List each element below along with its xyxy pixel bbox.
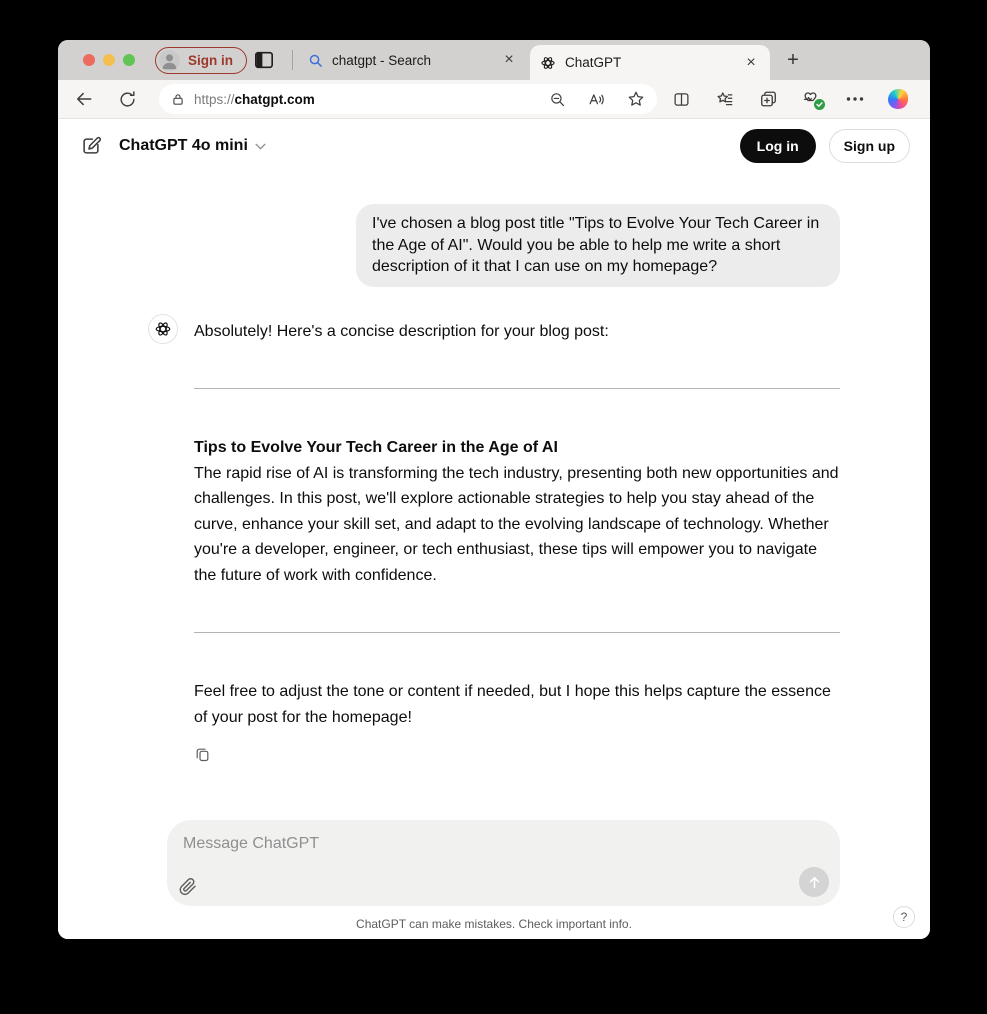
zoom-out-button[interactable] [549, 91, 566, 108]
user-avatar-icon [159, 50, 180, 71]
tab-chatgpt[interactable] [530, 45, 770, 80]
magnifier-minus-icon [549, 91, 566, 108]
collections-button[interactable] [759, 90, 778, 108]
arrow-up-icon [807, 875, 822, 890]
browser-window [58, 40, 930, 939]
split-screen-button[interactable] [672, 91, 691, 108]
send-button[interactable] [799, 867, 829, 897]
chatgpt-logo-icon [540, 55, 556, 71]
divider [194, 388, 840, 389]
traffic-zoom-button[interactable] [123, 54, 135, 66]
assistant-intro-text: Absolutely! Here's a concise description for your blog post: [194, 323, 609, 341]
tab-title: chatgpt - Search [332, 52, 432, 68]
refresh-button[interactable] [118, 90, 137, 109]
tab-actions-icon [254, 51, 274, 69]
address-bar[interactable] [159, 84, 657, 114]
ellipsis-icon [846, 96, 864, 102]
tab-close-button[interactable]: × [500, 51, 518, 69]
copy-button[interactable] [194, 746, 211, 763]
message-input[interactable] [183, 831, 824, 857]
chat-header [58, 119, 930, 173]
attach-button[interactable] [178, 877, 198, 897]
collections-add-icon [759, 90, 778, 108]
chat-thread [148, 204, 840, 768]
read-aloud-button[interactable] [587, 91, 606, 108]
tab-actions-menu-button[interactable] [254, 50, 276, 70]
openai-logo-icon [154, 320, 172, 338]
browser-signin-button[interactable] [155, 47, 247, 74]
blog-post-title: Tips to Evolve Your Tech Career in the Age of AI [194, 439, 558, 457]
favorite-star-button[interactable] [627, 90, 645, 108]
disclaimer-text: ChatGPT can make mistakes. Check important info. [356, 917, 632, 931]
assistant-avatar [148, 314, 178, 344]
assistant-closing-text: Feel free to adjust the tone or content if needed, but I hope this helps capture the essence of your post for the homepage! [194, 683, 831, 726]
search-icon [308, 53, 323, 68]
tab-separator [292, 50, 293, 70]
chatgpt-page [58, 119, 930, 939]
essentials-check-badge-icon [814, 99, 825, 110]
traffic-minimize-button[interactable] [103, 54, 115, 66]
more-options-button[interactable] [846, 96, 864, 102]
lock-icon [171, 92, 185, 107]
copy-icon [194, 746, 211, 763]
user-message-row [148, 204, 840, 287]
browser-essentials-button[interactable] [802, 90, 822, 108]
message-composer [167, 820, 840, 906]
new-chat-button[interactable] [80, 135, 102, 157]
star-icon [627, 90, 645, 108]
model-selector[interactable] [119, 137, 266, 155]
pencil-square-icon [80, 135, 102, 157]
copilot-button[interactable] [888, 89, 908, 109]
login-button[interactable]: Log in [740, 129, 816, 163]
arrow-left-icon [74, 89, 94, 109]
signup-button[interactable]: Sign up [829, 129, 910, 163]
tab-close-button[interactable]: × [742, 54, 760, 72]
paperclip-icon [178, 877, 198, 897]
tab-title: ChatGPT [565, 55, 622, 70]
back-button[interactable] [74, 89, 94, 109]
read-aloud-icon [587, 91, 606, 108]
traffic-close-button[interactable] [83, 54, 95, 66]
tab-bar [58, 40, 930, 80]
favorites-star-list-icon [715, 90, 735, 108]
assistant-message [148, 320, 840, 768]
window-controls [83, 54, 135, 66]
favorites-button[interactable] [715, 90, 735, 108]
split-screen-icon [672, 91, 691, 108]
divider [194, 632, 840, 633]
signin-label: Sign in [188, 53, 233, 68]
user-message-bubble: I've chosen a blog post title "Tips to Evolve Your Tech Career in the Age of AI". Would you be able to help me write a short description of it that I can use on my homepage? [356, 204, 840, 287]
url-host: chatgpt.com [234, 91, 315, 107]
browser-toolbar [58, 80, 930, 119]
url-text [194, 92, 549, 107]
chevron-down-icon [255, 143, 266, 150]
toolbar-right-icons [672, 89, 908, 109]
tab-search[interactable] [300, 40, 526, 80]
refresh-icon [118, 90, 137, 109]
new-tab-button[interactable]: + [781, 48, 805, 72]
url-scheme: https:// [194, 91, 235, 107]
blog-post-description: The rapid rise of AI is transforming the tech industry, presenting both new opportunities and challenges. In this post, we'll explore actionable strategies to help you stay ahead of the curve, enhance your skill set, and adapt to the evolving landscape of technology. Whether you're a developer, engineer, or tech enthusiast, these tips will empower you to navigate the future of work with confidence. [194, 464, 839, 584]
copilot-icon [888, 89, 908, 109]
help-button[interactable]: ? [893, 906, 915, 928]
model-name: ChatGPT 4o mini [119, 137, 248, 154]
